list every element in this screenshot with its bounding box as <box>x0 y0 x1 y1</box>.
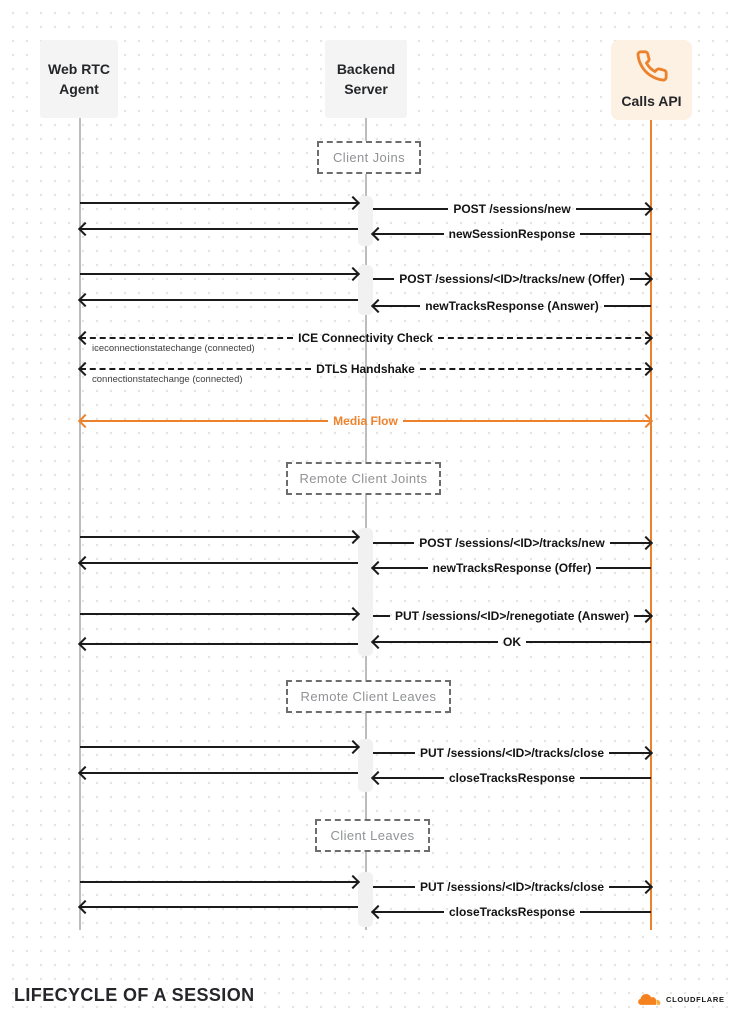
cloudflare-cloud-icon <box>637 992 663 1006</box>
arrowhead-icon <box>639 414 653 428</box>
phone-icon <box>635 49 669 83</box>
message-label: Media Flow <box>333 414 398 428</box>
activation-bar <box>358 739 373 792</box>
message-label: PUT /sessions/<ID>/tracks/close <box>419 880 605 894</box>
activation-bar <box>358 872 373 927</box>
message-label: OK <box>503 635 521 649</box>
section-remote-client-joints <box>286 462 441 495</box>
relay-arrow-left <box>80 636 358 652</box>
arrowhead-icon <box>346 607 360 621</box>
actor-calls-api <box>611 40 692 120</box>
message-label: POST /sessions/<ID>/tracks/new <box>419 536 605 550</box>
arrowhead-icon <box>371 635 385 649</box>
actor-label: Calls API <box>621 92 682 109</box>
actor-label: Backend <box>336 60 396 77</box>
message-put-renegotiate-answer <box>373 608 651 624</box>
arrowhead-icon <box>639 746 653 760</box>
arrowhead-icon <box>371 227 385 241</box>
arrowhead-icon <box>346 196 360 210</box>
section-label: Client Leaves <box>330 828 415 843</box>
actor-backend-server <box>325 40 407 118</box>
ice-state-note: iceconnectionstatechange (connected) <box>92 343 255 354</box>
actor-webrtc-agent <box>40 40 118 118</box>
message-post-sessions-new <box>373 201 651 217</box>
message-media-flow <box>80 413 651 429</box>
cloudflare-brand-text: CLOUDFLARE <box>666 994 725 1004</box>
section-remote-client-leaves <box>286 680 451 713</box>
arrowhead-icon <box>78 414 92 428</box>
section-label: Remote Client Joints <box>299 471 428 486</box>
arrowhead-icon <box>639 331 653 345</box>
actor-label: Web RTC <box>48 60 110 77</box>
relay-arrow-left <box>80 221 358 237</box>
message-label: newTracksResponse (Offer) <box>432 561 592 575</box>
section-label: Client Joins <box>333 150 405 165</box>
arrowhead-icon <box>78 331 92 345</box>
message-label: ICE Connectivity Check <box>298 331 433 345</box>
arrowhead-icon <box>346 267 360 281</box>
arrowhead-icon <box>371 771 385 785</box>
arrowhead-icon <box>639 536 653 550</box>
message-label: closeTracksResponse <box>448 771 576 785</box>
message-label: DTLS Handshake <box>316 362 415 376</box>
relay-arrow-left <box>80 899 358 915</box>
activation-bar <box>358 196 373 246</box>
arrowhead-icon <box>639 880 653 894</box>
activation-bar <box>358 265 373 315</box>
actor-label: Server <box>344 81 388 97</box>
relay-arrow-left <box>80 765 358 781</box>
arrowhead-icon <box>371 561 385 575</box>
relay-arrow-right <box>80 529 358 545</box>
arrowhead-icon <box>346 530 360 544</box>
cloudflare-logo <box>637 992 725 1006</box>
arrowhead-icon <box>78 362 92 376</box>
arrowhead-icon <box>346 875 360 889</box>
message-close-tracks-response <box>373 904 651 920</box>
message-ok <box>373 634 651 650</box>
message-label: POST /sessions/new <box>453 202 571 216</box>
message-put-tracks-close <box>373 879 651 895</box>
actor-label: Agent <box>59 81 99 97</box>
arrowhead-icon <box>78 556 92 570</box>
relay-arrow-right <box>80 195 358 211</box>
message-close-tracks-response <box>373 770 651 786</box>
message-label: newTracksResponse (Answer) <box>425 299 599 313</box>
relay-arrow-right <box>80 606 358 622</box>
arrowhead-icon <box>639 202 653 216</box>
arrowhead-icon <box>346 740 360 754</box>
relay-arrow-left <box>80 292 358 308</box>
message-label: PUT /sessions/<ID>/tracks/close <box>419 746 605 760</box>
message-post-tracks-new-offer <box>373 271 651 287</box>
arrowhead-icon <box>639 609 653 623</box>
arrowhead-icon <box>78 766 92 780</box>
arrowhead-icon <box>371 299 385 313</box>
message-new-session-response <box>373 226 651 242</box>
message-post-tracks-new <box>373 535 651 551</box>
message-label: closeTracksResponse <box>448 905 576 919</box>
arrowhead-icon <box>639 272 653 286</box>
arrowhead-icon <box>78 637 92 651</box>
arrowhead-icon <box>639 362 653 376</box>
arrowhead-icon <box>78 222 92 236</box>
section-label: Remote Client Leaves <box>300 689 437 704</box>
section-client-leaves <box>315 819 430 852</box>
relay-arrow-right <box>80 266 358 282</box>
activation-bar <box>358 528 373 656</box>
relay-arrow-left <box>80 555 358 571</box>
connection-state-note: connectionstatechange (connected) <box>92 374 243 385</box>
section-client-joins <box>317 141 421 174</box>
relay-arrow-right <box>80 874 358 890</box>
arrowhead-icon <box>371 905 385 919</box>
arrowhead-icon <box>78 900 92 914</box>
message-label: newSessionResponse <box>448 227 576 241</box>
lifeline-webrtc-agent <box>79 118 81 930</box>
message-new-tracks-response-answer <box>373 298 651 314</box>
arrowhead-icon <box>78 293 92 307</box>
message-label: PUT /sessions/<ID>/renegotiate (Answer) <box>394 609 630 623</box>
relay-arrow-right <box>80 739 358 755</box>
message-put-tracks-close <box>373 745 651 761</box>
message-label: POST /sessions/<ID>/tracks/new (Offer) <box>399 272 625 286</box>
diagram-title: LIFECYCLE OF A SESSION <box>14 985 255 1005</box>
message-new-tracks-response-offer <box>373 560 651 576</box>
